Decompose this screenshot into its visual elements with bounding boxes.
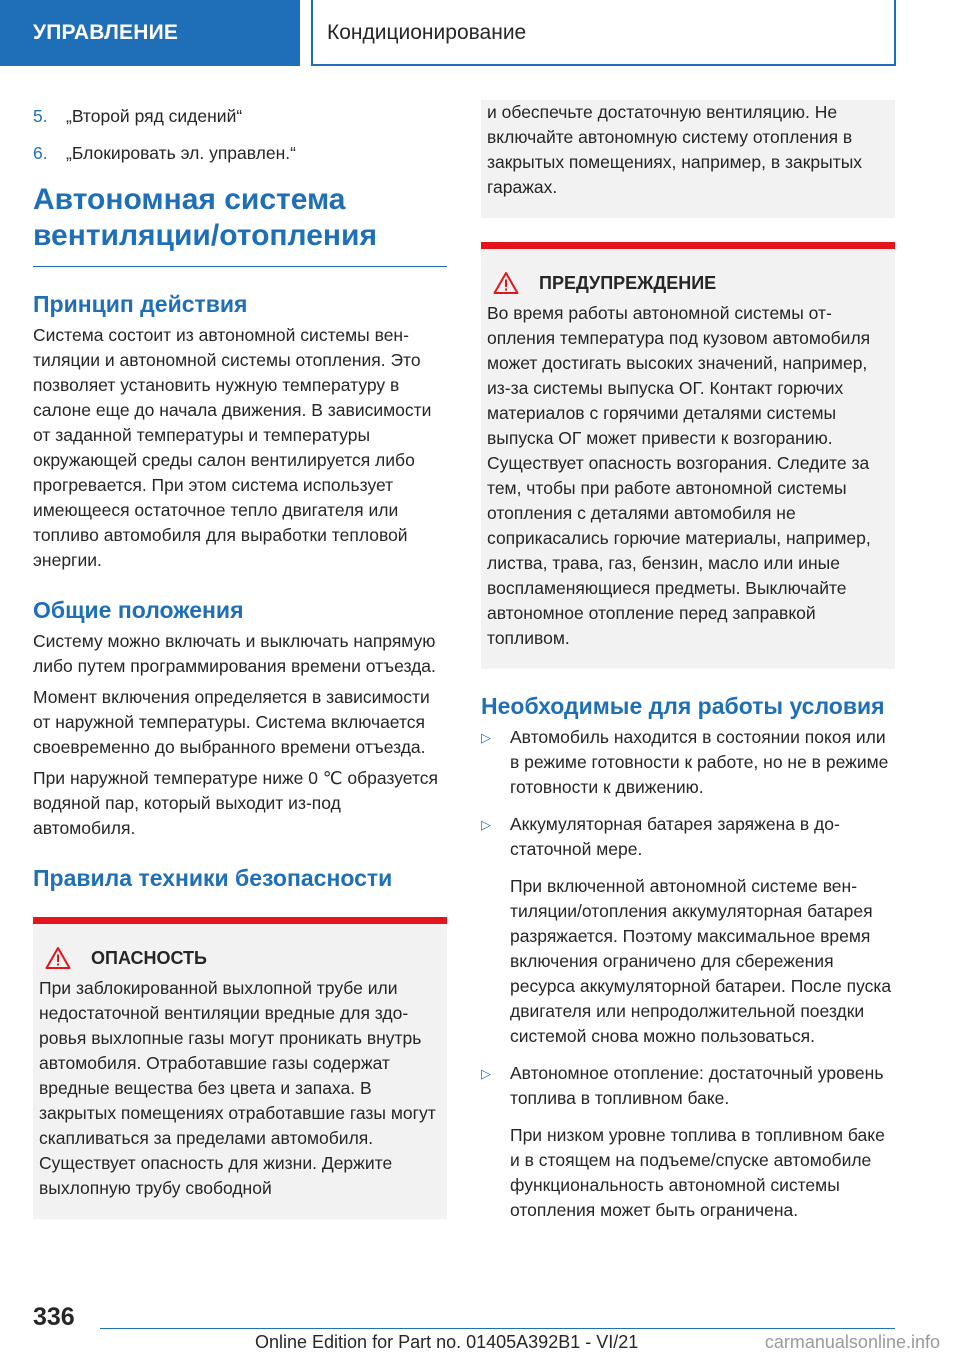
bullet-subtext: При включенной автономной системе вентиляции/отопления аккумуляторная батарея разряжается. Поэтому максимальное время включения ограничено для сбережения ресурса аккумуляторной батареи. После пуска двигателя или непродолжительной поездки системой снова можно пользоваться.	[510, 876, 892, 1046]
danger-header	[45, 946, 439, 970]
right-column	[481, 104, 895, 1235]
danger-text: При заблокированной выхлопной трубе или недостаточной вентиляции вредные для здоровья выхлопные газы могут проникать внутрь автомобиля. Отработавшие газы содержат вредные вещества без цвета и запаха. В закрытых помещениях отработавшие газы могут скапливаться за пределами автомобиля. Существует опасность для жизни. Держите выхлопную трубу свободной	[39, 978, 436, 1198]
list-text: „Второй ряд сидений“	[66, 106, 243, 126]
footer-edition: Online Edition for Part no. 01405A392B1 - VI/21	[255, 1332, 639, 1352]
left-column	[33, 104, 447, 1219]
list-number: 5.	[33, 106, 48, 126]
section-tab[interactable]: УПРАВЛЕНИЕ	[0, 0, 300, 66]
safety-heading: Правила техники безопасности	[33, 865, 393, 891]
general-heading: Общие положения	[33, 597, 244, 623]
triangle-bullet-icon: ▷	[481, 1066, 491, 1081]
principle-heading: Принцип действия	[33, 291, 248, 317]
conditions-list	[481, 725, 895, 1223]
warning-text: Во время работы автономной системы отопления температура под кузовом автомобиля может достигать высоких значений, например, из-за системы выпуска ОГ. Контакт горючих материалов с горячими деталями системы выпуска ОГ может привести к возгоранию. Существует опасность возгорания. Следите за тем, чтобы при работе автономной системы отопления с деталями автомобиля не соприкасались горючие материалы, например, листва, трава, газ, бензин, масло или иные воспламеняющиеся предметы. Выключайте автономное отопление перед заправкой топливом.	[487, 303, 871, 648]
general-paragraph-2: Момент включения определяется в зависимости от наружной температуры. Система включается своевременно до выбранного времени отъезда.	[33, 687, 430, 757]
list-item	[481, 725, 895, 800]
page-header	[0, 0, 960, 66]
triangle-bullet-icon: ▷	[481, 817, 491, 832]
warning-triangle-icon	[45, 946, 71, 970]
footer-divider	[100, 1328, 895, 1329]
danger-text-continued: и обеспечьте достаточную вентиляцию. Не включайте автономную систему отопления в закрытых помещениях, например, в закрытых гаражах.	[487, 102, 863, 197]
bullet-text: Автомобиль находится в состоянии покоя или в режиме готовности к работе, но не в режиме готовности к движению.	[510, 727, 889, 797]
numbered-list	[33, 104, 447, 166]
list-item	[33, 141, 447, 166]
general-paragraph-1: Систему можно включать и выключать напрямую либо путем программирования времени отъезда.	[33, 631, 436, 676]
list-item	[33, 104, 447, 129]
watermark-link[interactable]: carmanualsonline.info	[764, 1332, 940, 1352]
warning-header	[493, 271, 887, 295]
list-text: „Блокировать эл. управлен.“	[66, 143, 296, 163]
bullet-text: Аккумуляторная батарея заряжена в достаточной мере.	[510, 814, 840, 859]
danger-box-continued	[481, 100, 895, 218]
warning-label: ПРЕДУПРЕЖДЕНИЕ	[539, 272, 717, 293]
list-item	[481, 812, 895, 1049]
page-number: 336	[33, 1303, 75, 1331]
bullet-subtext: При низком уровне топлива в топливном баке и в стоящем на подъеме/спуске автомобиле функциональность автономной системы отопления может быть ограничена.	[510, 1125, 885, 1220]
warning-triangle-icon	[493, 271, 519, 295]
triangle-bullet-icon: ▷	[481, 730, 491, 745]
chapter-title: Кондиционирование	[311, 0, 896, 66]
danger-label: ОПАСНОСТЬ	[91, 947, 207, 968]
principle-text: Система состоит из автономной системы вентиляции и автономной системы отопления. Это позволяет установить нужную температуру в салоне еще до начала движения. В зависимости от заданной температуры и температуры окружающей среды салон вентилируется либо прогревается. При этом система использует имеющееся остаточное тепло двигателя или топливо автомобиля для выработки тепловой энергии.	[33, 325, 432, 570]
list-item	[481, 1061, 895, 1223]
general-paragraph-3: При наружной температуре ниже 0 ℃ образуется водяной пар, который выходит из-под автомобиля.	[33, 768, 438, 838]
warning-box	[481, 242, 895, 669]
conditions-heading: Необходимые для работы условия	[481, 693, 885, 719]
section-title: Автономная система вентиляции/отопления	[33, 182, 447, 267]
bullet-text: Автономное отопление: достаточный уровень топлива в топливном баке.	[510, 1063, 884, 1108]
list-number: 6.	[33, 143, 48, 163]
danger-box	[33, 917, 447, 1219]
